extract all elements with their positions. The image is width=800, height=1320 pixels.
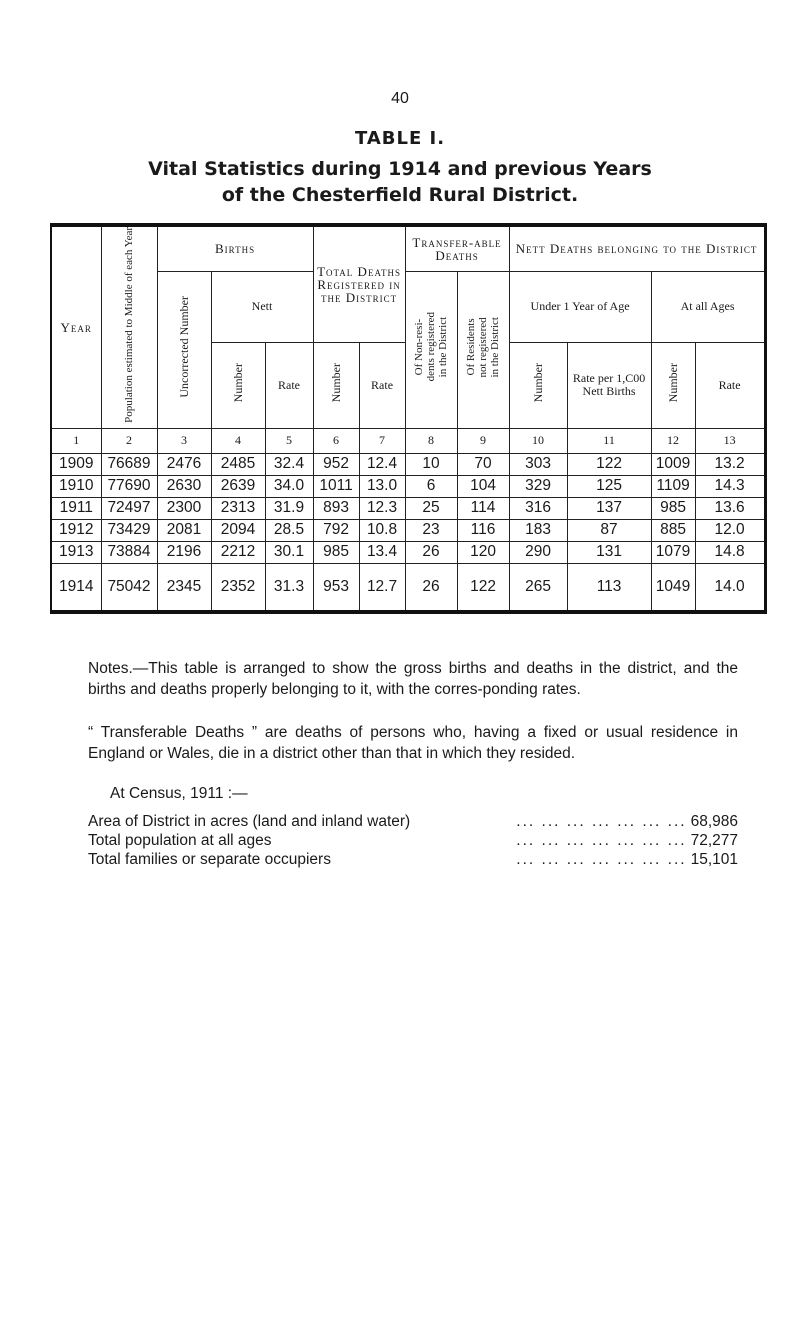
table-cell: 2300	[157, 497, 211, 519]
table-cell: 2630	[157, 475, 211, 497]
census-item-label: Total families or separate occupiers	[88, 851, 331, 868]
header-deaths-rate: Rate	[359, 342, 405, 428]
table-cell: 953	[313, 563, 359, 612]
table-cell: 2081	[157, 519, 211, 541]
table-cell: 113	[567, 563, 651, 612]
table-cell: 76689	[101, 453, 157, 475]
table-cell: 14.3	[695, 475, 765, 497]
table-cell: 77690	[101, 475, 157, 497]
note-explanation: Notes.—This table is arranged to show the gross births and deaths in the district, and the births and deaths properly belonging to it, with the corres-ponding rates.	[88, 660, 738, 698]
header-all-ages-rate: Rate	[695, 342, 765, 428]
table-cell: 87	[567, 519, 651, 541]
table-cell: 72497	[101, 497, 157, 519]
table-cell: 1913	[51, 541, 101, 563]
table-row	[51, 519, 765, 541]
header-transferable-deaths: Transfer-able Deaths	[405, 225, 509, 271]
table-row	[51, 497, 765, 519]
census-item-label: Total population at all ages	[88, 832, 272, 849]
table-cell: 125	[567, 475, 651, 497]
table-row	[51, 541, 765, 563]
column-number: 7	[359, 428, 405, 453]
header-under-1-year: Under 1 Year of Age	[509, 271, 651, 342]
table-cell: 12.3	[359, 497, 405, 519]
table-cell: 12.0	[695, 519, 765, 541]
census-item-label: Area of District in acres (land and inland water)	[88, 813, 411, 830]
table-cell: 2094	[211, 519, 265, 541]
table-cell: 25	[405, 497, 457, 519]
table-cell: 70	[457, 453, 509, 475]
table-cell: 28.5	[265, 519, 313, 541]
dot-leader: ... ... ... ... ... ... ...	[516, 832, 687, 849]
table-cell: 26	[405, 563, 457, 612]
table-cell: 290	[509, 541, 567, 563]
table-cell: 32.4	[265, 453, 313, 475]
table-cell: 26	[405, 541, 457, 563]
table-cell: 1049	[651, 563, 695, 612]
header-uncorrected-number: Uncorrected Number	[157, 271, 211, 428]
column-number: 6	[313, 428, 359, 453]
table-cell: 30.1	[265, 541, 313, 563]
header-births-number: Number	[211, 342, 265, 428]
column-number: 1	[51, 428, 101, 453]
table-cell: 1912	[51, 519, 101, 541]
table-cell: 1079	[651, 541, 695, 563]
table-cell: 1011	[313, 475, 359, 497]
data-rows	[51, 453, 765, 563]
column-number: 10	[509, 428, 567, 453]
table-cell: 792	[313, 519, 359, 541]
table-cell: 73884	[101, 541, 157, 563]
column-number: 3	[157, 428, 211, 453]
dot-leader: ... ... ... ... ... ... ...	[516, 851, 687, 868]
table-title: TABLE I.	[354, 128, 446, 149]
vital-statistics-table	[50, 223, 767, 614]
table-cell: 2313	[211, 497, 265, 519]
column-number: 12	[651, 428, 695, 453]
table-cell: 265	[509, 563, 567, 612]
census-item-value: 72,277	[690, 832, 738, 849]
table-cell: 1911	[51, 497, 101, 519]
column-number: 8	[405, 428, 457, 453]
census-item	[88, 850, 738, 869]
table-cell: 316	[509, 497, 567, 519]
table-cell: 6	[405, 475, 457, 497]
table-cell: 31.3	[265, 563, 313, 612]
table-cell: 14.0	[695, 563, 765, 612]
table-cell: 952	[313, 453, 359, 475]
table-cell: 10.8	[359, 519, 405, 541]
header-year: Year	[51, 225, 101, 428]
header-nett: Nett	[211, 271, 313, 342]
column-number-row	[51, 428, 765, 453]
table-cell: 1909	[51, 453, 101, 475]
table-cell: 73429	[101, 519, 157, 541]
table-cell: 1910	[51, 475, 101, 497]
table-row	[51, 453, 765, 475]
header-all-ages-number: Number	[651, 342, 695, 428]
column-number: 11	[567, 428, 651, 453]
header-deaths-number: Number	[313, 342, 359, 428]
table-cell: 14.8	[695, 541, 765, 563]
census-item	[88, 831, 738, 850]
header-non-residents: Of Non-resi- dents registered in the District	[405, 271, 457, 428]
header-births: Births	[157, 225, 313, 271]
table-cell: 13.6	[695, 497, 765, 519]
table-subtitle-line2: of the Chesterfield Rural District.	[221, 184, 579, 206]
table-cell: 114	[457, 497, 509, 519]
table-cell: 13.2	[695, 453, 765, 475]
table-cell: 104	[457, 475, 509, 497]
table-cell: 1109	[651, 475, 695, 497]
note-transferable-deaths: “ Transferable Deaths ” are deaths of persons who, having a fixed or usual residence in England or Wales, die in a district other than that in which they resided.	[88, 724, 738, 762]
header-population: Population estimated to Middle of each Year	[101, 225, 157, 428]
column-number: 2	[101, 428, 157, 453]
table-cell: 1914	[51, 563, 101, 612]
table-cell: 303	[509, 453, 567, 475]
dot-leader: ... ... ... ... ... ... ...	[516, 813, 687, 830]
table-cell: 31.9	[265, 497, 313, 519]
census-item-value: 68,986	[690, 813, 738, 830]
table-row-1914	[51, 563, 765, 612]
table-cell: 2639	[211, 475, 265, 497]
table-cell: 985	[313, 541, 359, 563]
table-cell: 2345	[157, 563, 211, 612]
table-cell: 13.4	[359, 541, 405, 563]
header-infant-number: Number	[509, 342, 567, 428]
header-nett-deaths: Nett Deaths belonging to the District	[509, 225, 765, 271]
table-cell: 2476	[157, 453, 211, 475]
header-births-rate: Rate	[265, 342, 313, 428]
census-item-value: 15,101	[690, 851, 738, 868]
header-rate-per-1000: Rate per 1,C00 Nett Births	[567, 342, 651, 428]
table-cell: 183	[509, 519, 567, 541]
table-cell: 122	[567, 453, 651, 475]
table-cell: 12.4	[359, 453, 405, 475]
table-cell: 116	[457, 519, 509, 541]
table-subtitle-line1: Vital Statistics during 1914 and previous Years	[148, 158, 652, 180]
table-cell: 885	[651, 519, 695, 541]
table-cell: 2196	[157, 541, 211, 563]
table-cell: 10	[405, 453, 457, 475]
census-item	[88, 812, 738, 831]
column-number: 9	[457, 428, 509, 453]
column-number: 5	[265, 428, 313, 453]
census-list	[88, 812, 738, 869]
header-total-deaths: Total Deaths Registered in the District	[313, 225, 405, 342]
header-at-all-ages: At all Ages	[651, 271, 765, 342]
header-residents: Of Residents not registered in the District	[457, 271, 509, 428]
column-number: 4	[211, 428, 265, 453]
table-cell: 23	[405, 519, 457, 541]
table-cell: 2352	[211, 563, 265, 612]
table-cell: 2485	[211, 453, 265, 475]
table-cell: 329	[509, 475, 567, 497]
table-cell: 13.0	[359, 475, 405, 497]
table-cell: 137	[567, 497, 651, 519]
table-cell: 34.0	[265, 475, 313, 497]
census-heading: At Census, 1911 :—	[110, 785, 248, 802]
table-row	[51, 475, 765, 497]
table-cell: 131	[567, 541, 651, 563]
table-cell: 2212	[211, 541, 265, 563]
table-cell: 120	[457, 541, 509, 563]
table-cell: 122	[457, 563, 509, 612]
page-number: 40	[391, 90, 409, 107]
table-cell: 985	[651, 497, 695, 519]
column-number: 13	[695, 428, 765, 453]
table-cell: 12.7	[359, 563, 405, 612]
table-cell: 1009	[651, 453, 695, 475]
table-cell: 75042	[101, 563, 157, 612]
table-cell: 893	[313, 497, 359, 519]
